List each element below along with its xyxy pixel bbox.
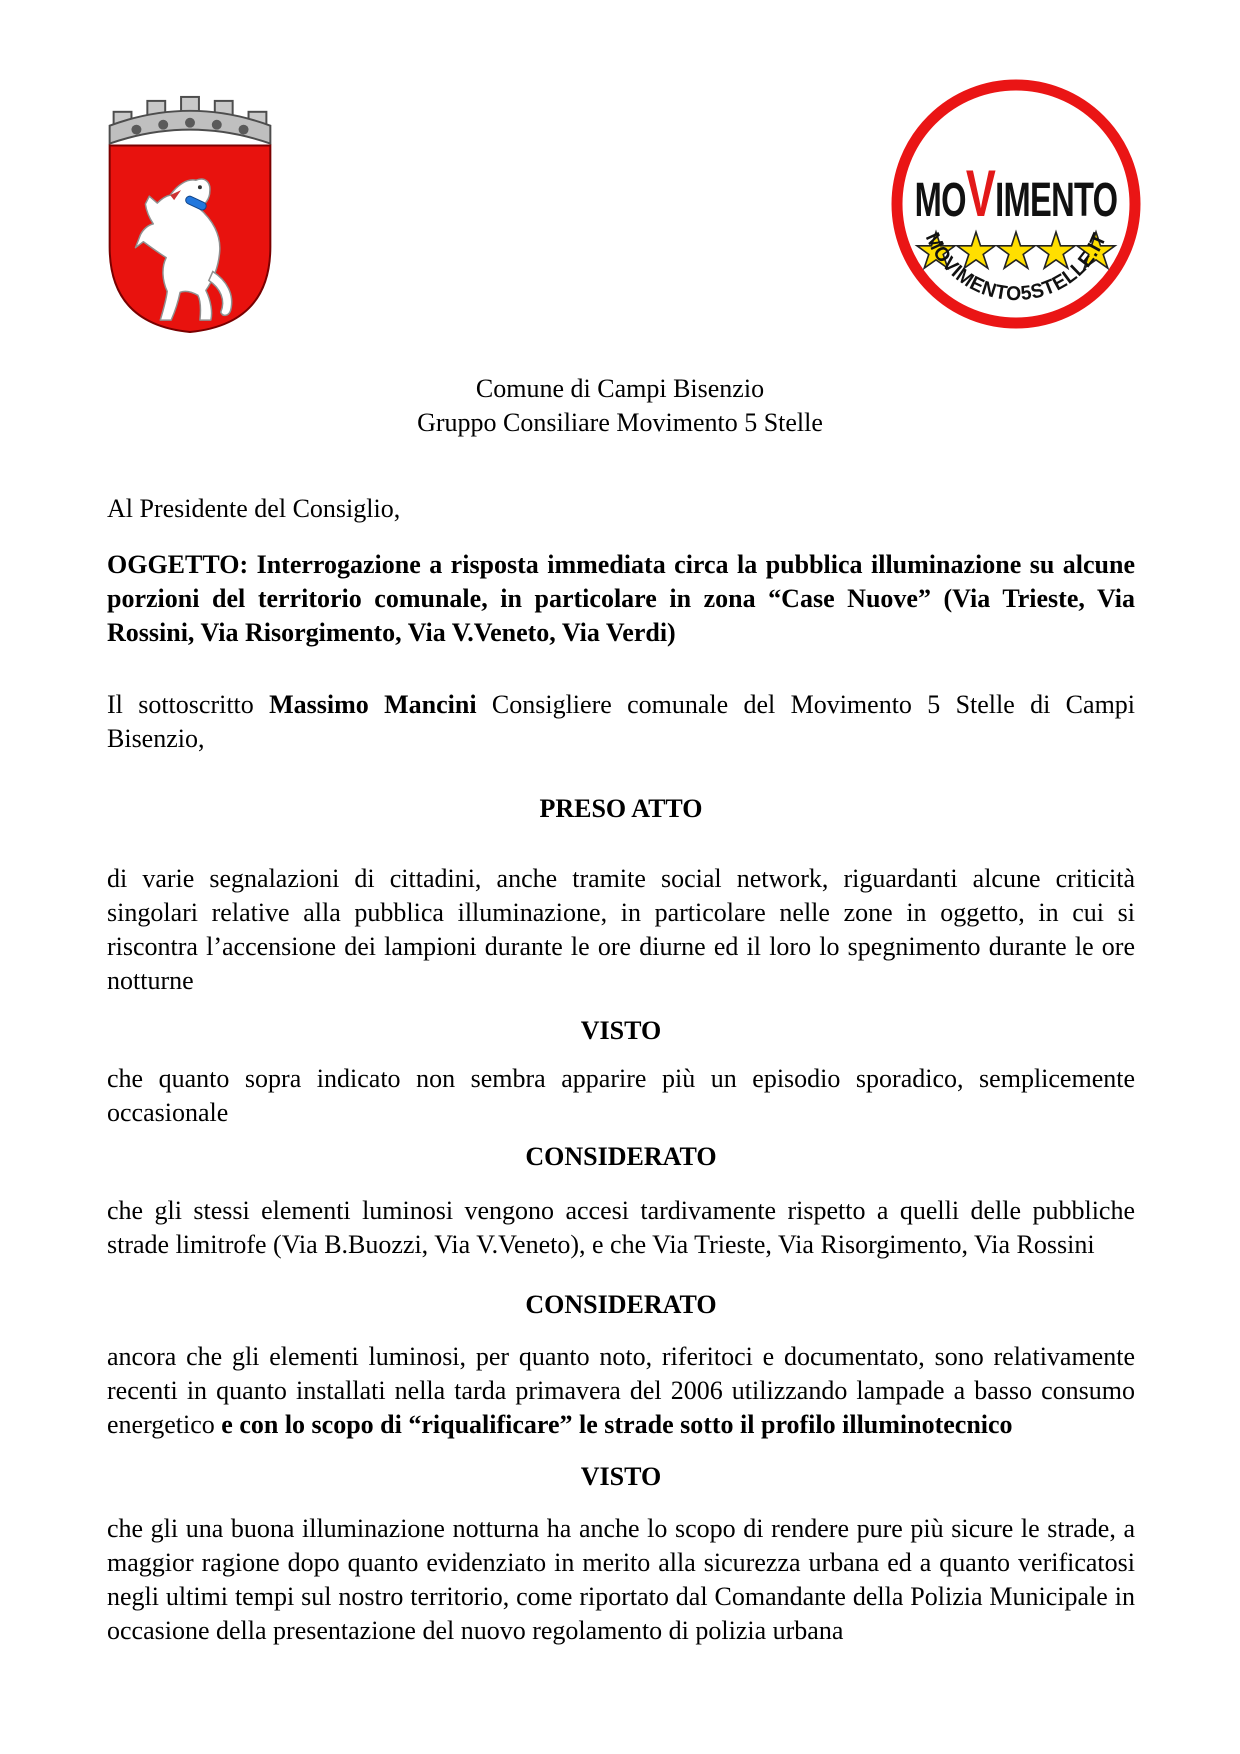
subject-text: Interrogazione a risposta immediata circa la pubblica illuminazione su alcune porzioni del territorio comunale, in particolare in zona “Case Nuove” (Via Trieste, Via Rossini, Via Risorgimento, Via V.Veneto, Via Verdi) <box>107 550 1135 647</box>
recipient-line: Al Presidente del Consiglio, <box>107 494 401 523</box>
section-heading-considerato-1: CONSIDERATO <box>525 1142 717 1171</box>
section-paragraph: che quanto sopra indicato non sembra apparire più un episodio sporadico, semplicemente occasionale <box>107 1064 1135 1127</box>
section-heading-visto-2: VISTO <box>580 1462 662 1491</box>
section-heading-preso-atto: PRESO ATTO <box>539 794 703 823</box>
intro-paragraph: Il sottoscritto Massimo Mancini Consigliere comunale del Movimento 5 Stelle di Campi Bisenzio, <box>107 690 1136 753</box>
section-heading-considerato-2: CONSIDERATO <box>525 1290 717 1319</box>
letter-body <box>107 492 1135 1648</box>
m5s-logo <box>888 76 1144 332</box>
section-heading-visto-1: VISTO <box>580 1016 662 1045</box>
section-paragraph: ancora che gli elementi luminosi, per quanto noto, riferitoci e documentato, sono relativamente recenti in quanto installati nella tarda primavera del 2006 utilizzando lampade a basso consumo energetico e con lo scopo di “riqualificare” le strade sotto il profilo illuminotecnico <box>107 1342 1135 1439</box>
red-v-letter: V <box>965 156 996 231</box>
municipal-coat-of-arms <box>95 88 285 336</box>
emphasized-clause: e con lo scopo di “riqualificare” le strade sotto il profilo illuminotecnico <box>221 1410 1013 1439</box>
mural-crown-icon <box>110 97 271 144</box>
section-paragraph: che gli stessi elementi luminosi vengono accesi tardivamente rispetto a quelli delle pubbliche strade limitrofe (Via B.Buozzi, Via V.Veneto), e che Via Trieste, Via Risorgimento, Via Rossini <box>107 1196 1135 1259</box>
m5s-ring-text: MOVIMENTO5STELLE.IT <box>920 229 1112 306</box>
councilor-name: Massimo Mancini <box>269 690 477 719</box>
subject-label: OGGETTO: <box>107 550 249 579</box>
section-paragraph: di varie segnalazioni di cittadini, anche tramite social network, riguardanti alcune criticità singolari relative alla pubblica illuminazione, in particolare nelle zone in oggetto, in cui si riscontra l’accensione dei lampioni durante le ore diurne ed il loro lo spegnimento durante le ore notturne <box>107 864 1135 995</box>
section-paragraph: che gli una buona illuminazione notturna ha anche lo scopo di rendere pure più sicure le strade, a maggior ragione dopo quanto evidenziato in merito alla sicurezza urbana ed a quanto verificatosi negli ultimi tempi sul nostro territorio, come riportato dal Comandante della Polizia Municipale in occasione della presentazione del nuovo regolamento di polizia urbana <box>107 1514 1135 1645</box>
subject-paragraph <box>107 548 1135 650</box>
m5s-logo-wordmark: MOVIMENTO <box>914 156 1118 231</box>
org-group-name: Gruppo Consiliare Movimento 5 Stelle <box>417 408 823 437</box>
org-name: Comune di Campi Bisenzio <box>475 374 765 403</box>
